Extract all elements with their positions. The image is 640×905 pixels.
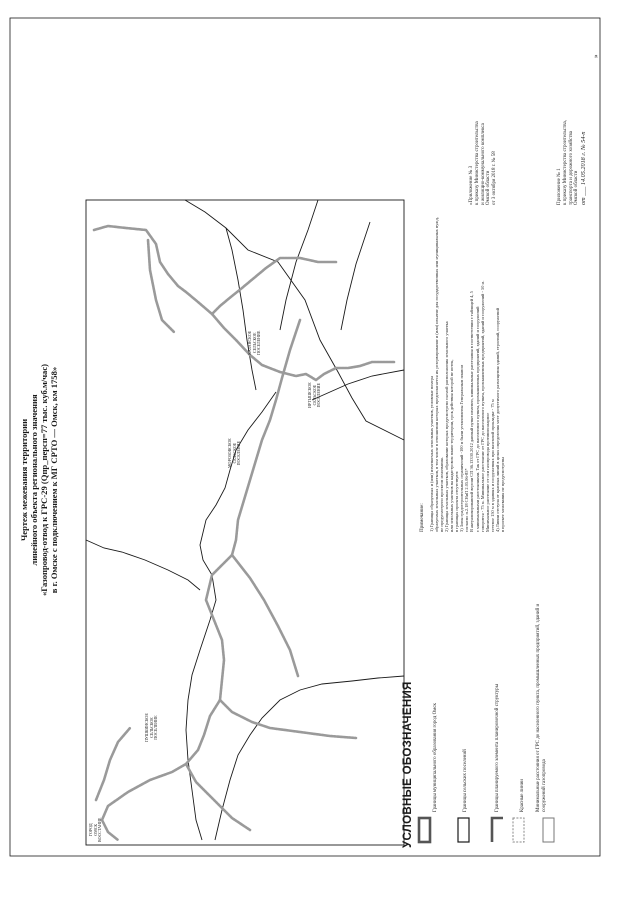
- drawing-title: Чертеж межевания территории линейного объекта регионального значения «Газопровод-отвод к ГРС-29 (Qпр_персп=77 тыс. куб.м/час) в г. Омске с подключением к МГ СРТО — Омск, км 1758»: [19, 363, 59, 596]
- legend-symbols: [419, 818, 554, 842]
- legend-symbol-planning-element: [492, 818, 503, 842]
- appendix-1-block: Приложение № 1 к приказу Министерства строительства, транспорта и дорожного хозяйства Омской области от ___ 14.05.2018 г. № 54-п: [557, 120, 587, 205]
- corner-mark: »: [592, 54, 600, 58]
- appendix-3-block: «Приложение № 3 к приказу Министерства строительства и жилищно-коммунального комплекса Омской области от 3 октября 2018 г. № 58: [469, 121, 497, 205]
- legend-item-red-lines: Красные линии: [520, 779, 525, 812]
- notes-heading: Примечание:: [419, 503, 425, 532]
- approval-line: от ___ 14.05.2018 г. № 54-п: [580, 131, 587, 205]
- legend-heading: УСЛОВНЫЕ ОБОЗНАЧЕНИЯ: [402, 681, 414, 848]
- map-label-settlement-5: ГОРОД ОМСК ВОССТАНИЕ: [88, 817, 103, 842]
- legend-symbol-rural: [458, 818, 469, 842]
- boundary-lines: [86, 200, 404, 840]
- map-label-settlement-1: МОРОЗОВСКОЕ СЕЛЬСКОЕ ПОСЕЛЕНИЕ: [227, 438, 242, 468]
- legend-item-municipal: Границы муниципального образования город Омск: [433, 703, 438, 812]
- legend-symbol-min-distance: [543, 818, 554, 842]
- map-label-settlement-4: ПУШКИНСКОЕ СЕЛЬСКОЕ ПОСЕЛЕНИЕ: [144, 713, 159, 742]
- legend-item-rural: Границы сельских поселений: [463, 749, 468, 812]
- legend-symbol-red-lines: [513, 818, 524, 842]
- map-label-settlement-2: КАЗАНСКОЕ СЕЛЬСКОЕ ПОСЕЛЕНИЕ: [247, 330, 262, 355]
- notes-block: Примечание: 1) Границы образуемых и (или) изменяемых земельных участков, условные номера образуемых земельных участков, в том числе в отношении которых предполагается их резервирование и (или) изъятие для государственных или муниципальных нужд, не предусмотрено проектом межевания. 2) Границы земельных участков, образование которых предусмотрено схемой расположения земельного участка или земельных участков на кадастровом плане территории, срок действия которой не истек, в границах проекта отсутствуют. 3) Зоны градостроительных ограничений -100 м были установлены Генеральным планом согласно п.2.18 СНиП 2.05.06-85* В актуализированной версии СП 36.13330.2012 данный пункт изменен, минимальные расстояния в соответствии с таблицей 4, 5 с минимальными расстояниями. Так от ГРС до населенного пункта, промышленных предприятий, зданий и сооружений говорится - 75 м. Минимальное расстояние от ГРС до населенного пункта, промышленных предприятий, зданий и сооружений - 50 м. Минимальное расстояние от оси газопровода противопожарное сетевое 150 м в зданиях и сооружениях при наземной прокладке - 75 м 4) Линии отступа от красных линий в целях определения мест допустимого размещения зданий, строений, сооружений в проекте межевания не предусмотрены: [419, 217, 505, 532]
- map-frame: [86, 200, 404, 845]
- legend-item-planning-element: Границы планируемого элемента планировочной структуры: [495, 684, 500, 812]
- map-label-settlement-3: ИРТЫШСКОЕ СЕЛЬСКОЕ ПОСЕЛЕНИЕ: [307, 382, 322, 408]
- page-frame: [10, 18, 600, 856]
- legend-item-min-distance: Минимальные расстояния от ГРС до населенного пункта, промышленных предприятий, зданий и сооружений газопровода: [536, 603, 547, 812]
- legend-symbol-municipal: [419, 818, 430, 842]
